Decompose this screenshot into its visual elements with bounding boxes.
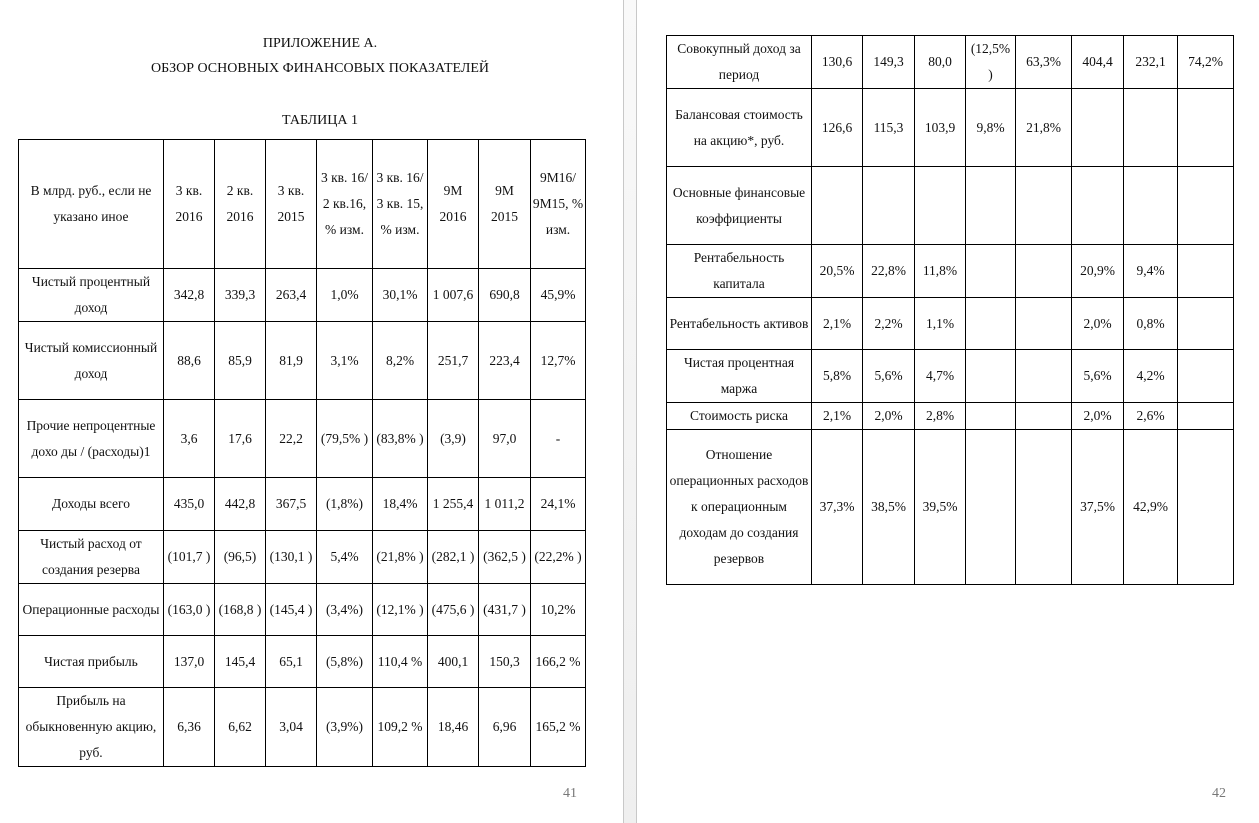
table-cell: (96,5) bbox=[215, 531, 266, 584]
table-cell: 137,0 bbox=[164, 636, 215, 688]
table-cell bbox=[966, 350, 1016, 403]
table-cell: 6,36 bbox=[164, 688, 215, 767]
table-row bbox=[19, 322, 586, 400]
table-cell: (3,9) bbox=[428, 400, 479, 478]
table-cell bbox=[1016, 403, 1072, 430]
column-header: 3 кв. 16/ 2 кв.16, % изм. bbox=[317, 140, 373, 269]
table-row bbox=[667, 350, 1234, 403]
table-cell: 6,96 bbox=[479, 688, 531, 767]
table-cell: (12,1% ) bbox=[373, 584, 428, 636]
table-cell: (3,9%) bbox=[317, 688, 373, 767]
table-cell: - bbox=[531, 400, 586, 478]
table-cell: (168,8 ) bbox=[215, 584, 266, 636]
table-cell: 20,5% bbox=[812, 245, 863, 298]
table-cell: (5,8%) bbox=[317, 636, 373, 688]
table-cell: 2,8% bbox=[915, 403, 966, 430]
table-cell: (101,7 ) bbox=[164, 531, 215, 584]
table-cell: 400,1 bbox=[428, 636, 479, 688]
table-cell bbox=[1016, 167, 1072, 245]
table-cell: 166,2 % bbox=[531, 636, 586, 688]
table-cell: 223,4 bbox=[479, 322, 531, 400]
table-cell: 8,2% bbox=[373, 322, 428, 400]
table-cell: 20,9% bbox=[1072, 245, 1124, 298]
document-page-42 bbox=[638, 0, 1259, 823]
table-cell bbox=[1016, 298, 1072, 350]
table-cell: 2,0% bbox=[1072, 298, 1124, 350]
table-cell: (1,8%) bbox=[317, 478, 373, 531]
financial-table-1-continued bbox=[666, 35, 1234, 585]
table-cell: 263,4 bbox=[266, 269, 317, 322]
table-cell: 18,46 bbox=[428, 688, 479, 767]
table-cell bbox=[1124, 167, 1178, 245]
table-cell: 24,1% bbox=[531, 478, 586, 531]
table-cell: 339,3 bbox=[215, 269, 266, 322]
table-row bbox=[667, 403, 1234, 430]
row-label: Рентабельность активов bbox=[667, 298, 812, 350]
table-cell: 1 011,2 bbox=[479, 478, 531, 531]
table-cell: 2,0% bbox=[1072, 403, 1124, 430]
table-cell: 2,6% bbox=[1124, 403, 1178, 430]
row-label: Балансовая стоимость на акцию*, руб. bbox=[667, 89, 812, 167]
table-cell bbox=[1178, 430, 1234, 585]
table-cell bbox=[1016, 430, 1072, 585]
table-cell: 22,8% bbox=[863, 245, 915, 298]
financial-table-1 bbox=[18, 139, 586, 767]
row-label: Чистая прибыль bbox=[19, 636, 164, 688]
table-cell: 251,7 bbox=[428, 322, 479, 400]
column-header: 9М 2016 bbox=[428, 140, 479, 269]
column-header: 3 кв. 2015 bbox=[266, 140, 317, 269]
page-number: 42 bbox=[1212, 786, 1226, 801]
row-label: Отношение операционных расходов к операционным доходам до создания резервов bbox=[667, 430, 812, 585]
table-cell: (145,4 ) bbox=[266, 584, 317, 636]
row-label: Чистый процентный доход bbox=[19, 269, 164, 322]
page-number: 41 bbox=[563, 786, 577, 801]
table-cell: 3,04 bbox=[266, 688, 317, 767]
table-cell: 9,8% bbox=[966, 89, 1016, 167]
table-row bbox=[667, 298, 1234, 350]
table-cell: 5,4% bbox=[317, 531, 373, 584]
table-cell bbox=[1072, 89, 1124, 167]
table-cell: 88,6 bbox=[164, 322, 215, 400]
table-caption: ТАБЛИЦА 1 bbox=[282, 113, 358, 128]
table-cell: 85,9 bbox=[215, 322, 266, 400]
table-cell: 4,7% bbox=[915, 350, 966, 403]
table-cell: 2,1% bbox=[812, 403, 863, 430]
row-label: Операционные расходы bbox=[19, 584, 164, 636]
table-cell: 3,1% bbox=[317, 322, 373, 400]
table-cell bbox=[966, 167, 1016, 245]
row-label: Прочие непроцентные дохо ды / (расходы)1 bbox=[19, 400, 164, 478]
table-cell bbox=[1016, 245, 1072, 298]
table-cell: (79,5% ) bbox=[317, 400, 373, 478]
table-row bbox=[19, 478, 586, 531]
table-cell bbox=[1178, 245, 1234, 298]
table-cell bbox=[915, 167, 966, 245]
table-cell bbox=[812, 167, 863, 245]
table-cell: 435,0 bbox=[164, 478, 215, 531]
table-cell bbox=[1178, 350, 1234, 403]
table-cell bbox=[1178, 298, 1234, 350]
table-cell bbox=[1178, 167, 1234, 245]
table-cell: 145,4 bbox=[215, 636, 266, 688]
table-cell: 9,4% bbox=[1124, 245, 1178, 298]
row-label: Основные финансовые коэффициенты bbox=[667, 167, 812, 245]
table-cell: (22,2% ) bbox=[531, 531, 586, 584]
table-cell: 4,2% bbox=[1124, 350, 1178, 403]
table-cell: 12,7% bbox=[531, 322, 586, 400]
table-cell: 1,0% bbox=[317, 269, 373, 322]
table-cell: 690,8 bbox=[479, 269, 531, 322]
table-cell: (3,4%) bbox=[317, 584, 373, 636]
page-gutter bbox=[623, 0, 637, 823]
table-row bbox=[19, 269, 586, 322]
table-row bbox=[667, 167, 1234, 245]
table-cell: 404,4 bbox=[1072, 36, 1124, 89]
row-label: Чистая процентная маржа bbox=[667, 350, 812, 403]
table-cell: 2,2% bbox=[863, 298, 915, 350]
table-row bbox=[19, 400, 586, 478]
table-row bbox=[19, 584, 586, 636]
table-row bbox=[667, 245, 1234, 298]
row-label: Стоимость риска bbox=[667, 403, 812, 430]
column-header: В млрд. руб., если не указано иное bbox=[19, 140, 164, 269]
table-cell: 115,3 bbox=[863, 89, 915, 167]
table-cell bbox=[1124, 89, 1178, 167]
table-cell: 45,9% bbox=[531, 269, 586, 322]
table-cell: (163,0 ) bbox=[164, 584, 215, 636]
table-cell: (475,6 ) bbox=[428, 584, 479, 636]
table-cell: 109,2 % bbox=[373, 688, 428, 767]
table-cell: 150,3 bbox=[479, 636, 531, 688]
table-cell: 1 255,4 bbox=[428, 478, 479, 531]
table-cell: 442,8 bbox=[215, 478, 266, 531]
row-label: Совокупный доход за период bbox=[667, 36, 812, 89]
section-title: ОБЗОР ОСНОВНЫХ ФИНАНСОВЫХ ПОКАЗАТЕЛЕЙ bbox=[150, 61, 490, 76]
table-cell: 18,4% bbox=[373, 478, 428, 531]
table-cell: 10,2% bbox=[531, 584, 586, 636]
column-header: 3 кв. 16/ 3 кв. 15, % изм. bbox=[373, 140, 428, 269]
table-cell: 149,3 bbox=[863, 36, 915, 89]
row-label: Чистый комиссионный доход bbox=[19, 322, 164, 400]
column-header: 9М 2015 bbox=[479, 140, 531, 269]
table-cell: 5,6% bbox=[863, 350, 915, 403]
table-row bbox=[667, 36, 1234, 89]
table-header-row bbox=[19, 140, 586, 269]
appendix-title: ПРИЛОЖЕНИЕ А. bbox=[262, 36, 378, 51]
table-cell: 74,2% bbox=[1178, 36, 1234, 89]
table-cell: (282,1 ) bbox=[428, 531, 479, 584]
table-cell bbox=[1178, 89, 1234, 167]
document-page-41 bbox=[0, 0, 622, 823]
table-cell: 165,2 % bbox=[531, 688, 586, 767]
table-cell: 39,5% bbox=[915, 430, 966, 585]
row-label: Доходы всего bbox=[19, 478, 164, 531]
table-cell bbox=[1072, 167, 1124, 245]
row-label: Прибыль на обыкновенную акцию, руб. bbox=[19, 688, 164, 767]
table-cell: (12,5% ) bbox=[966, 36, 1016, 89]
table-cell: (362,5 ) bbox=[479, 531, 531, 584]
table-cell: 30,1% bbox=[373, 269, 428, 322]
table-cell: 17,6 bbox=[215, 400, 266, 478]
table-cell: 97,0 bbox=[479, 400, 531, 478]
table-cell bbox=[966, 298, 1016, 350]
row-label: Рентабельность капитала bbox=[667, 245, 812, 298]
table-cell: 65,1 bbox=[266, 636, 317, 688]
table-cell: 38,5% bbox=[863, 430, 915, 585]
column-header: 9М16/ 9М15, % изм. bbox=[531, 140, 586, 269]
table-cell: 126,6 bbox=[812, 89, 863, 167]
table-cell: 2,0% bbox=[863, 403, 915, 430]
table-cell: 81,9 bbox=[266, 322, 317, 400]
table-cell: 3,6 bbox=[164, 400, 215, 478]
table-cell: 103,9 bbox=[915, 89, 966, 167]
table-cell: 110,4 % bbox=[373, 636, 428, 688]
column-header: 3 кв. 2016 bbox=[164, 140, 215, 269]
table-row bbox=[667, 430, 1234, 585]
table-cell: 42,9% bbox=[1124, 430, 1178, 585]
table-cell: 2,1% bbox=[812, 298, 863, 350]
table-cell bbox=[1016, 350, 1072, 403]
table-cell: 367,5 bbox=[266, 478, 317, 531]
table-cell: 130,6 bbox=[812, 36, 863, 89]
table-row bbox=[19, 688, 586, 767]
table-cell: 0,8% bbox=[1124, 298, 1178, 350]
table-cell: 11,8% bbox=[915, 245, 966, 298]
table-cell: (130,1 ) bbox=[266, 531, 317, 584]
table-cell: 232,1 bbox=[1124, 36, 1178, 89]
table-cell: (21,8% ) bbox=[373, 531, 428, 584]
table-cell: 6,62 bbox=[215, 688, 266, 767]
table-cell: 37,5% bbox=[1072, 430, 1124, 585]
row-label: Чистый расход от создания резерва bbox=[19, 531, 164, 584]
table-cell bbox=[1178, 403, 1234, 430]
table-cell: 21,8% bbox=[1016, 89, 1072, 167]
table-cell: 5,6% bbox=[1072, 350, 1124, 403]
table-cell: (83,8% ) bbox=[373, 400, 428, 478]
table-cell bbox=[863, 167, 915, 245]
table-cell bbox=[966, 245, 1016, 298]
table-cell: (431,7 ) bbox=[479, 584, 531, 636]
table-cell: 5,8% bbox=[812, 350, 863, 403]
table-cell: 1,1% bbox=[915, 298, 966, 350]
table-cell: 1 007,6 bbox=[428, 269, 479, 322]
table-row bbox=[667, 89, 1234, 167]
table-cell: 80,0 bbox=[915, 36, 966, 89]
table-row bbox=[19, 636, 586, 688]
table-cell bbox=[966, 430, 1016, 585]
table-cell: 22,2 bbox=[266, 400, 317, 478]
table-cell: 63,3% bbox=[1016, 36, 1072, 89]
table-cell bbox=[966, 403, 1016, 430]
table-cell: 342,8 bbox=[164, 269, 215, 322]
table-row bbox=[19, 531, 586, 584]
column-header: 2 кв. 2016 bbox=[215, 140, 266, 269]
table-cell: 37,3% bbox=[812, 430, 863, 585]
